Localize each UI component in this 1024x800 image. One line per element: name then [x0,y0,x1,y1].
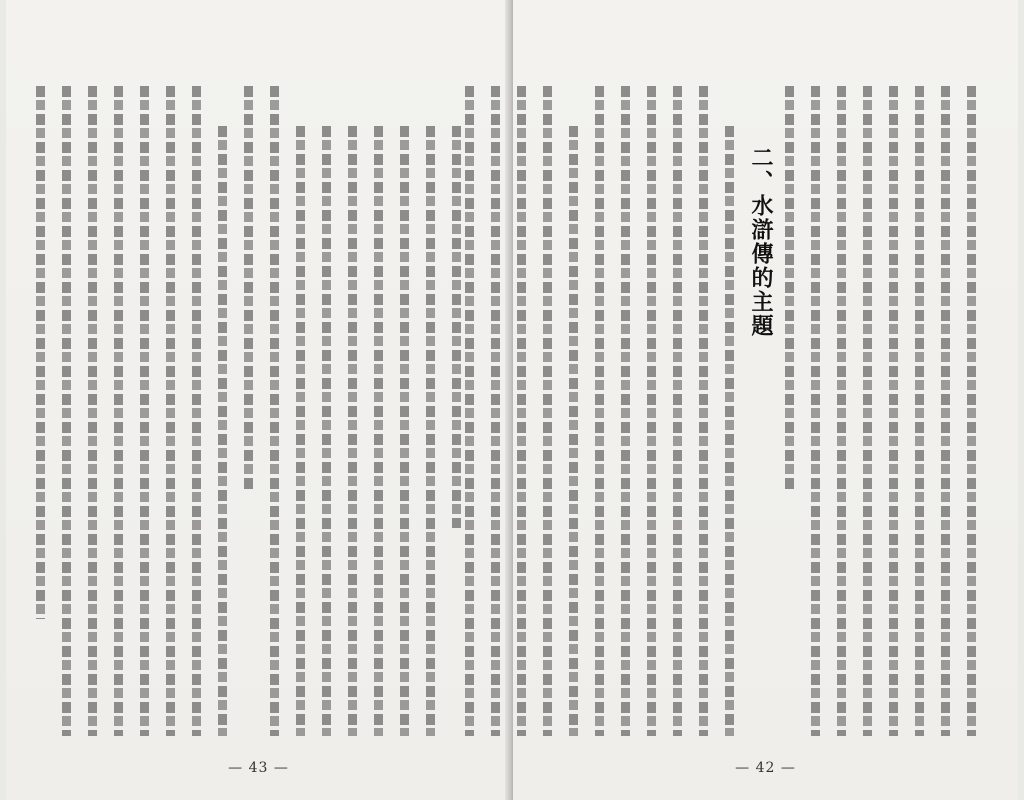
text-column [290,86,312,736]
text-column [485,86,507,736]
text-column [264,86,286,736]
text-column [961,86,983,736]
text-column [316,86,338,736]
right-page-text [543,86,983,736]
text-column [459,86,481,736]
text-column [563,86,585,736]
text-column [342,86,364,736]
left-page [6,0,511,800]
text-column [82,86,104,736]
text-column [831,86,853,736]
text-column [589,86,611,736]
text-column [935,86,957,736]
page-number: — 43 — [228,760,289,776]
text-column [693,86,715,736]
text-column [108,86,130,736]
text-column [160,86,182,736]
text-column [641,86,663,736]
text-column [420,86,442,736]
text-column [394,86,416,736]
text-column [719,86,741,736]
right-page [513,0,1018,800]
text-column [212,86,234,736]
left-page-text [58,86,468,736]
text-column [511,86,533,736]
text-column [909,86,931,736]
page-number: — 42 — [735,760,796,776]
text-column [30,86,52,736]
text-column [805,86,827,736]
text-column [368,86,390,736]
text-column [883,86,905,736]
text-column [667,86,689,736]
text-column [857,86,879,736]
text-column [238,86,260,736]
text-column [779,86,801,736]
text-column [56,86,78,736]
text-column [615,86,637,736]
text-column [537,86,559,736]
text-column [186,86,208,736]
text-column [134,86,156,736]
section-heading: 二、水滸傳的主題 [748,146,773,338]
